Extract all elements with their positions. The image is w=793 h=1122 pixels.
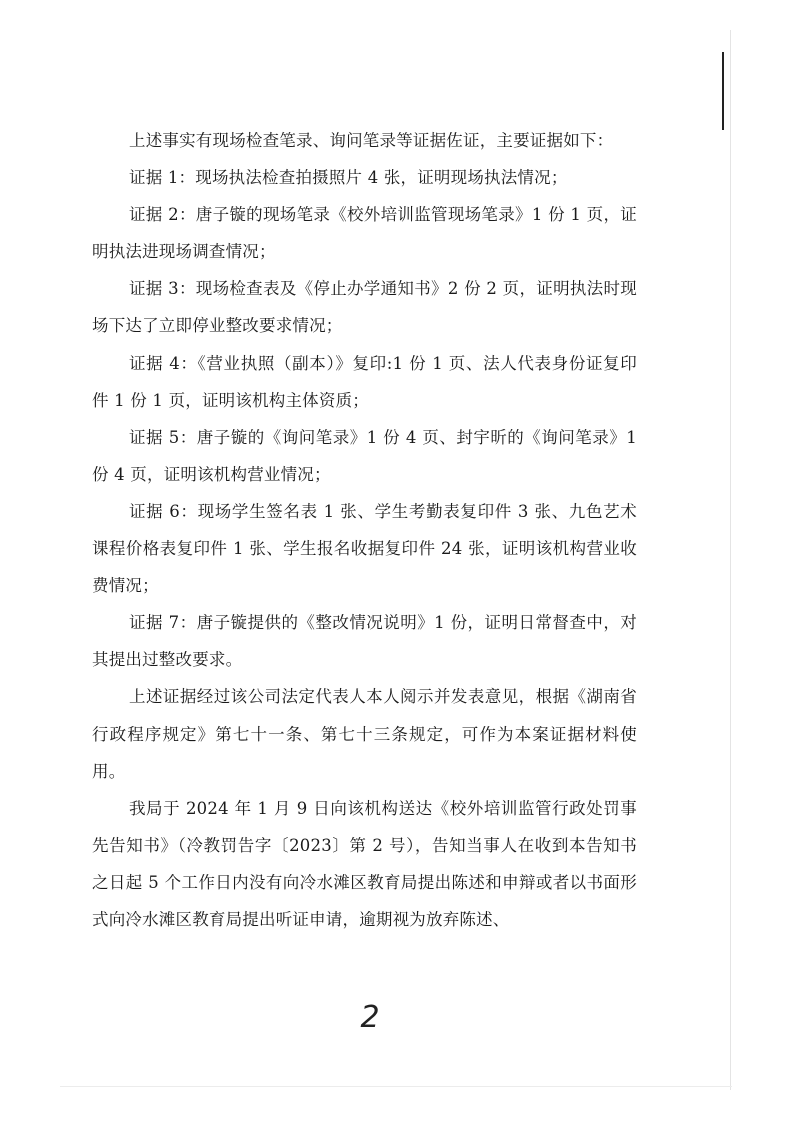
paragraph-evidence-6: 证据 6：现场学生签名表 1 张、学生考勤表复印件 3 张、九色艺术课程价格表复印件 1 张、学生报名收据复印件 24 张，证明该机构营业收费情况； — [92, 501, 637, 596]
paragraph-evidence-3: 证据 3：现场检查表及《停止办学通知书》2 份 2 页，证明执法时现场下达了立即停业整改要求情况； — [92, 279, 637, 336]
paragraph-evidence-4: 证据 4：《营业执照（副本）》复印:1 份 1 页、法人代表身份证复印件 1 份 1 页，证明该机构主体资质； — [92, 353, 637, 410]
scan-edge-right — [730, 30, 731, 1090]
paragraph-evidence-usage: 上述证据经过该公司法定代表人本人阅示并发表意见，根据《湖南省行政程序规定》第七十一条、第七十三条规定，可作为本案证据材料使用。 — [92, 687, 637, 781]
document-body — [92, 122, 637, 938]
page-number: 2 — [360, 1000, 380, 1035]
paragraph-evidence-intro: 上述事实有现场检查笔录、询问笔录等证据佐证，主要证据如下： — [129, 131, 614, 150]
paragraph-evidence-5: 证据 5：唐子镟的《询问笔录》1 份 4 页、封宇昕的《询问笔录》1 份 4 页，证明该机构营业情况； — [92, 427, 637, 484]
scan-margin-mark — [722, 52, 724, 130]
scan-edge-bottom — [60, 1086, 732, 1087]
paragraph-evidence-7: 证据 7：唐子镟提供的《整改情况说明》1 份，证明日常督查中，对其提出过整改要求。 — [92, 613, 637, 670]
paragraph-evidence-1: 证据 1：现场执法检查拍摄照片 4 张，证明现场执法情况； — [129, 168, 568, 188]
paragraph-notice-served: 我局于 2024 年 1 月 9 日向该机构送达《校外培训监管行政处罚事先告知书》（冷教罚告字〔2023〕第 2 号），告知当事人在收到本告知书之日起 5 个工作日内没有向冷水滩区教育局提出陈述和申辩或者以书面形式向冷水滩区教育局提出听证申请，逾期视为放弃陈述、 — [92, 798, 637, 929]
paragraph-evidence-2: 证据 2：唐子镟的现场笔录《校外培训监管现场笔录》1 份 1 页，证明执法进现场调查情况； — [92, 205, 637, 262]
